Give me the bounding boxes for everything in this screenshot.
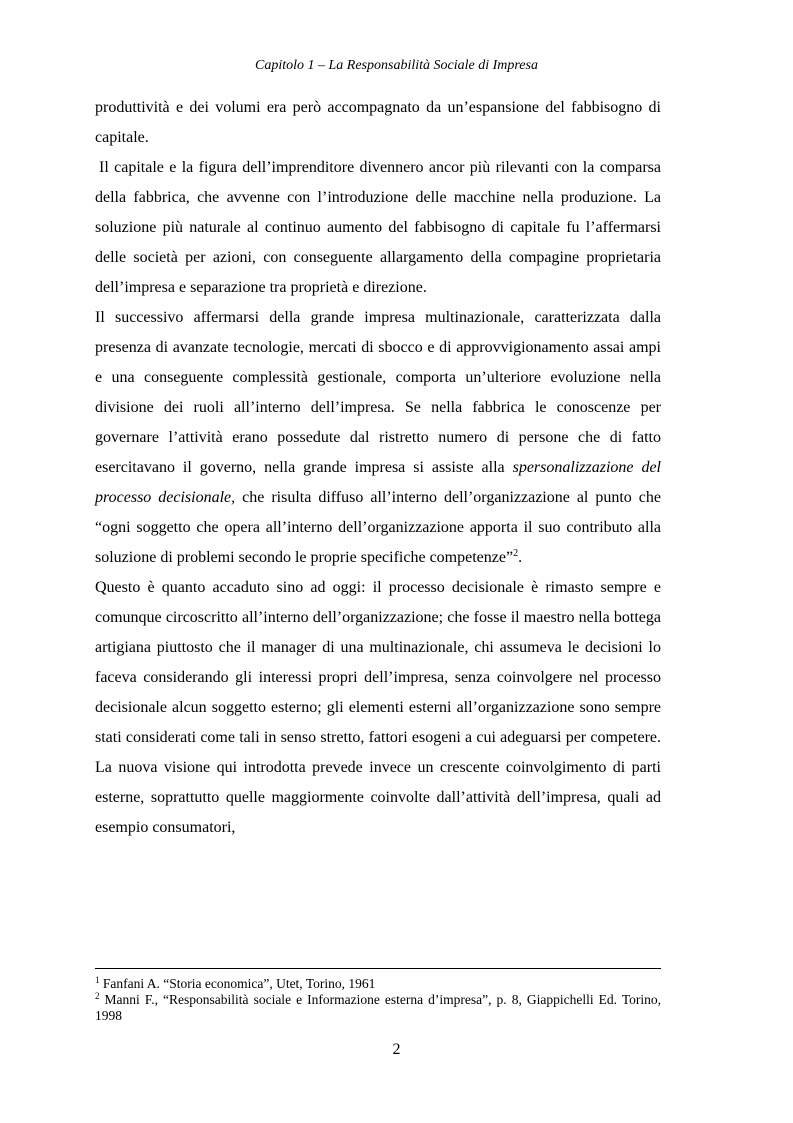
footnote-number: 1: [95, 975, 100, 985]
emphasized-term: spersonalizzazione del processo decisionale,: [95, 459, 661, 506]
footnote-2: [95, 992, 661, 1024]
paragraph-3: [95, 303, 661, 573]
footnote-number: 2: [95, 991, 100, 1001]
footnote-1: [95, 976, 661, 992]
paragraph-4: Questo è quanto accaduto sino ad oggi: il processo decisionale è rimasto sempre e comunque circoscritto all’interno dell’organizzazione; che fosse il maestro nella bottega artigiana piuttosto che il manager di una multinazionale, chi assumeva le decisioni lo faceva considerando gli interessi propri dell’impresa, senza coinvolgere nel processo decisionale alcun soggetto esterno; gli elementi esterni all’organizzazione sono sempre stati considerati come tali in senso stretto, fattori esogeni a cui adeguarsi per competere. La nuova visione qui introdotta prevede invece un crescente coinvolgimento di parti esterne, soprattutto quelle maggiormente coinvolte dall’attività dell’impresa, quali ad esempio consumatori,: [95, 579, 661, 836]
paragraph-3-text-start: Il successivo affermarsi della grande impresa multinazionale, caratterizzata dalla presenza di avanzate tecnologie, mercati di sbocco e di approvvigionamento assai ampi e una conseguente complessità gestionale, comporta un’ulteriore evoluzione nella divisione dei ruoli all’interno dell’impresa. Se nella fabbrica le conoscenze per governare l’attività erano possedute dal ristretto numero di persone che di fatto esercitavano il governo, nella grande impresa si assiste alla: [95, 309, 661, 476]
footnote-reference-2[interactable]: 2: [513, 548, 519, 559]
page-number: 2: [392, 1041, 401, 1058]
paragraph-2: Il capitale e la figura dell’imprenditore divennero ancor più rilevanti con la comparsa della fabbrica, che avvenne con l’introduzione delle macchine nella produzione. La soluzione più naturale al continuo aumento del fabbisogno di capitale fu l’affermarsi delle società per azioni, con conseguente allargamento della compagine proprietaria dell’impresa e separazione tra proprietà e direzione.: [95, 159, 661, 296]
paragraph-3-text-continued: che risulta diffuso all’interno dell’organizzazione al punto che “ogni soggetto che opera all’interno dell’organizzazione apporta il suo contributo alla soluzione di problemi secondo le proprie specifiche competenze”: [95, 489, 662, 566]
footnotes: [95, 976, 661, 1024]
footnote-text: Fanfani A. “Storia economica”, Utet, Torino, 1961: [99, 976, 376, 991]
footnote-divider: [95, 968, 661, 969]
paragraph-3-text-end: .: [518, 549, 523, 566]
footnote-text: Manni F., “Responsabilità sociale e Informazione esterna d’impresa”, p. 8, Giappichelli Ed. Torino, 1998: [95, 992, 661, 1023]
body-text: [95, 93, 661, 843]
paragraph-1: produttività e dei volumi era però accompagnato da un’espansione del fabbisogno di capitale.: [95, 99, 661, 146]
running-header: Capitolo 1 – La Responsabilità Sociale di Impresa: [255, 58, 538, 73]
